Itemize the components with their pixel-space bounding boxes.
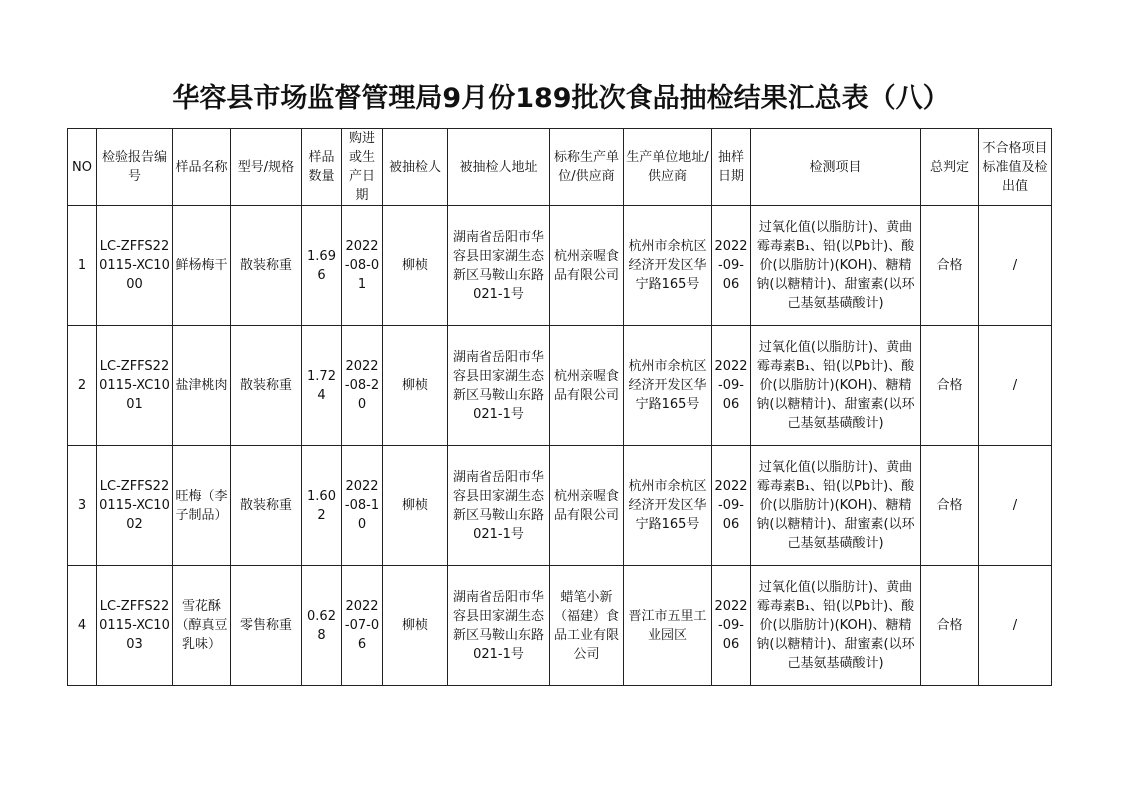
cell-inspected-party: 柳桢 <box>383 566 448 686</box>
cell-production-date: 2022-08-20 <box>342 326 383 446</box>
header-producer: 标称生产单位/供应商 <box>550 129 624 206</box>
header-report-no: 检验报告编号 <box>97 129 173 206</box>
table-header <box>68 129 1052 206</box>
table-row <box>68 566 1052 686</box>
cell-inspected-party: 柳桢 <box>383 326 448 446</box>
table-row <box>68 206 1052 326</box>
cell-producer-address: 杭州市余杭区经济开发区华宁路165号 <box>624 446 712 566</box>
cell-production-date: 2022-07-06 <box>342 566 383 686</box>
cell-unqualified: / <box>979 566 1052 686</box>
cell-quantity: 1.724 <box>302 326 342 446</box>
header-inspected-address: 被抽检人地址 <box>448 129 550 206</box>
cell-sample-name: 鲜杨梅干 <box>173 206 231 326</box>
header-quantity: 样品数量 <box>302 129 342 206</box>
cell-producer: 杭州亲喔食品有限公司 <box>550 446 624 566</box>
cell-production-date: 2022-08-10 <box>342 446 383 566</box>
cell-sampling-date: 2022-09-06 <box>712 326 751 446</box>
cell-inspected-party: 柳桢 <box>383 446 448 566</box>
cell-producer: 杭州亲喔食品有限公司 <box>550 326 624 446</box>
header-test-items: 检测项目 <box>751 129 921 206</box>
cell-test-items: 过氧化值(以脂肪计)、黄曲霉毒素B₁、铅(以Pb计)、酸价(以脂肪计)(KOH)、糖精钠(以糖精计)、甜蜜素(以环己基氨基磺酸计) <box>751 566 921 686</box>
cell-unqualified: / <box>979 206 1052 326</box>
cell-quantity: 0.628 <box>302 566 342 686</box>
table-row <box>68 326 1052 446</box>
header-unqualified: 不合格项目标准值及检出值 <box>979 129 1052 206</box>
table-row <box>68 446 1052 566</box>
cell-quantity: 1.602 <box>302 446 342 566</box>
cell-inspected-address: 湖南省岳阳市华容县田家湖生态新区马鞍山东路021-1号 <box>448 566 550 686</box>
cell-producer-address: 杭州市余杭区经济开发区华宁路165号 <box>624 206 712 326</box>
cell-report-no: LC-ZFFS220115-XC1000 <box>97 206 173 326</box>
header-inspected-party: 被抽检人 <box>383 129 448 206</box>
cell-quantity: 1.696 <box>302 206 342 326</box>
cell-test-items: 过氧化值(以脂肪计)、黄曲霉毒素B₁、铅(以Pb计)、酸价(以脂肪计)(KOH)、糖精钠(以糖精计)、甜蜜素(以环己基氨基磺酸计) <box>751 446 921 566</box>
cell-no: 2 <box>68 326 97 446</box>
cell-producer-address: 杭州市余杭区经济开发区华宁路165号 <box>624 326 712 446</box>
cell-verdict: 合格 <box>921 566 979 686</box>
cell-spec: 零售称重 <box>231 566 302 686</box>
page-title: 华容县市场监督管理局9月份189批次食品抽检结果汇总表（八） <box>172 83 950 114</box>
table-body <box>68 206 1052 686</box>
cell-report-no: LC-ZFFS220115-XC1001 <box>97 326 173 446</box>
header-spec: 型号/规格 <box>231 129 302 206</box>
cell-sample-name: 旺梅（李子制品） <box>173 446 231 566</box>
header-sampling-date: 抽样日期 <box>712 129 751 206</box>
results-table <box>67 128 1052 686</box>
cell-unqualified: / <box>979 326 1052 446</box>
header-no: NO <box>68 129 97 206</box>
cell-producer: 杭州亲喔食品有限公司 <box>550 206 624 326</box>
cell-no: 4 <box>68 566 97 686</box>
header-production-date: 购进或生产日期 <box>342 129 383 206</box>
cell-verdict: 合格 <box>921 206 979 326</box>
header-sample-name: 样品名称 <box>173 129 231 206</box>
cell-production-date: 2022-08-01 <box>342 206 383 326</box>
header-producer-address: 生产单位地址/供应商 <box>624 129 712 206</box>
cell-sampling-date: 2022-09-06 <box>712 566 751 686</box>
cell-inspected-address: 湖南省岳阳市华容县田家湖生态新区马鞍山东路021-1号 <box>448 326 550 446</box>
cell-inspected-address: 湖南省岳阳市华容县田家湖生态新区马鞍山东路021-1号 <box>448 446 550 566</box>
cell-inspected-address: 湖南省岳阳市华容县田家湖生态新区马鞍山东路021-1号 <box>448 206 550 326</box>
cell-no: 3 <box>68 446 97 566</box>
cell-producer-address: 晋江市五里工业园区 <box>624 566 712 686</box>
cell-sampling-date: 2022-09-06 <box>712 446 751 566</box>
cell-inspected-party: 柳桢 <box>383 206 448 326</box>
cell-producer: 蜡笔小新（福建）食品工业有限公司 <box>550 566 624 686</box>
cell-test-items: 过氧化值(以脂肪计)、黄曲霉毒素B₁、铅(以Pb计)、酸价(以脂肪计)(KOH)、糖精钠(以糖精计)、甜蜜素(以环己基氨基磺酸计) <box>751 326 921 446</box>
cell-sampling-date: 2022-09-06 <box>712 206 751 326</box>
cell-verdict: 合格 <box>921 446 979 566</box>
cell-spec: 散装称重 <box>231 326 302 446</box>
cell-verdict: 合格 <box>921 326 979 446</box>
cell-spec: 散装称重 <box>231 206 302 326</box>
cell-spec: 散装称重 <box>231 446 302 566</box>
header-row <box>68 129 1052 206</box>
cell-sample-name: 雪花酥（醇真豆乳味） <box>173 566 231 686</box>
header-verdict: 总判定 <box>921 129 979 206</box>
cell-sample-name: 盐津桃肉 <box>173 326 231 446</box>
cell-unqualified: / <box>979 446 1052 566</box>
cell-report-no: LC-ZFFS220115-XC1003 <box>97 566 173 686</box>
cell-no: 1 <box>68 206 97 326</box>
cell-report-no: LC-ZFFS220115-XC1002 <box>97 446 173 566</box>
cell-test-items: 过氧化值(以脂肪计)、黄曲霉毒素B₁、铅(以Pb计)、酸价(以脂肪计)(KOH)、糖精钠(以糖精计)、甜蜜素(以环己基氨基磺酸计) <box>751 206 921 326</box>
